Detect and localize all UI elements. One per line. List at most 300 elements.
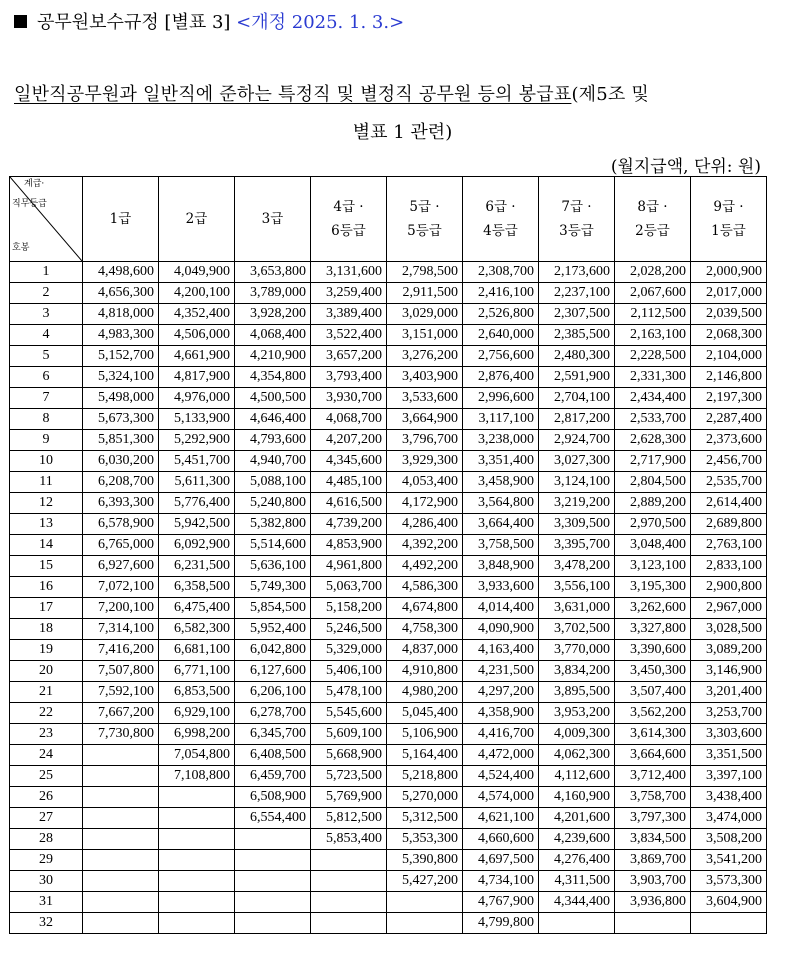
table-row (10, 472, 767, 493)
column-header (691, 177, 767, 262)
salary-cell: 2,889,200 (615, 493, 691, 514)
salary-cell: 3,834,200 (539, 661, 615, 682)
step-cell: 12 (10, 493, 83, 514)
salary-cell (83, 829, 159, 850)
salary-cell: 3,758,500 (463, 535, 539, 556)
square-bullet-icon (14, 15, 27, 28)
salary-cell: 3,770,000 (539, 640, 615, 661)
salary-cell (311, 871, 387, 892)
salary-cell: 5,246,500 (311, 619, 387, 640)
salary-cell: 3,653,800 (235, 262, 311, 283)
salary-cell: 5,673,300 (83, 409, 159, 430)
salary-cell: 4,910,800 (387, 661, 463, 682)
table-row (10, 577, 767, 598)
salary-cell: 4,661,900 (159, 346, 235, 367)
salary-cell: 4,524,400 (463, 766, 539, 787)
salary-cell: 2,526,800 (463, 304, 539, 325)
salary-cell: 4,358,900 (463, 703, 539, 724)
table-row (10, 766, 767, 787)
salary-cell: 5,723,500 (311, 766, 387, 787)
salary-cell: 2,287,400 (691, 409, 767, 430)
column-header (235, 177, 311, 262)
salary-cell: 4,231,500 (463, 661, 539, 682)
salary-cell: 5,769,900 (311, 787, 387, 808)
salary-cell: 4,354,800 (235, 367, 311, 388)
salary-cell: 2,416,100 (463, 283, 539, 304)
salary-cell: 4,574,000 (463, 787, 539, 808)
salary-cell: 4,239,600 (539, 829, 615, 850)
salary-cell: 3,238,000 (463, 430, 539, 451)
salary-cell: 2,798,500 (387, 262, 463, 283)
salary-cell: 3,478,200 (539, 556, 615, 577)
salary-cell (311, 913, 387, 934)
salary-cell: 4,793,600 (235, 430, 311, 451)
salary-cell: 4,286,400 (387, 514, 463, 535)
salary-cell (83, 808, 159, 829)
step-cell: 28 (10, 829, 83, 850)
salary-cell: 7,592,100 (83, 682, 159, 703)
table-row (10, 514, 767, 535)
salary-cell: 4,345,600 (311, 451, 387, 472)
salary-cell: 2,967,000 (691, 598, 767, 619)
salary-cell: 5,218,800 (387, 766, 463, 787)
salary-cell: 6,278,700 (235, 703, 311, 724)
salary-cell (387, 892, 463, 913)
salary-cell: 4,767,900 (463, 892, 539, 913)
salary-cell: 3,507,400 (615, 682, 691, 703)
table-row (10, 913, 767, 934)
salary-cell: 2,640,000 (463, 325, 539, 346)
salary-cell: 5,668,900 (311, 745, 387, 766)
salary-cell: 5,329,000 (311, 640, 387, 661)
step-cell: 8 (10, 409, 83, 430)
salary-cell: 3,928,200 (235, 304, 311, 325)
step-cell: 21 (10, 682, 83, 703)
salary-cell: 4,586,300 (387, 577, 463, 598)
salary-cell: 3,146,900 (691, 661, 767, 682)
salary-cell: 2,804,500 (615, 472, 691, 493)
salary-cell: 3,124,100 (539, 472, 615, 493)
salary-cell: 2,628,300 (615, 430, 691, 451)
step-cell: 26 (10, 787, 83, 808)
salary-cell: 2,017,000 (691, 283, 767, 304)
column-header-label: 1급 (109, 211, 132, 227)
salary-cell: 3,450,300 (615, 661, 691, 682)
salary-cell: 4,739,200 (311, 514, 387, 535)
salary-cell: 5,240,800 (235, 493, 311, 514)
table-row (10, 850, 767, 871)
salary-cell: 2,307,500 (539, 304, 615, 325)
salary-cell: 5,353,300 (387, 829, 463, 850)
table-row (10, 724, 767, 745)
salary-cell: 4,817,900 (159, 367, 235, 388)
salary-cell: 6,042,800 (235, 640, 311, 661)
table-row (10, 367, 767, 388)
table-row (10, 388, 767, 409)
salary-cell: 4,210,900 (235, 346, 311, 367)
salary-cell: 2,756,600 (463, 346, 539, 367)
table-row (10, 808, 767, 829)
salary-cell: 3,259,400 (311, 283, 387, 304)
salary-cell: 4,837,000 (387, 640, 463, 661)
salary-cell: 2,146,800 (691, 367, 767, 388)
salary-cell: 6,393,300 (83, 493, 159, 514)
salary-cell: 4,062,300 (539, 745, 615, 766)
salary-cell: 2,689,800 (691, 514, 767, 535)
salary-cell: 5,942,500 (159, 514, 235, 535)
salary-cell: 5,390,800 (387, 850, 463, 871)
salary-cell: 6,358,500 (159, 577, 235, 598)
salary-cell: 4,660,600 (463, 829, 539, 850)
salary-cell: 4,014,400 (463, 598, 539, 619)
salary-cell: 3,556,100 (539, 577, 615, 598)
salary-cell: 5,088,100 (235, 472, 311, 493)
salary-cell (159, 808, 235, 829)
salary-cell: 5,152,700 (83, 346, 159, 367)
salary-cell: 4,344,400 (539, 892, 615, 913)
step-cell: 2 (10, 283, 83, 304)
step-cell: 29 (10, 850, 83, 871)
step-cell: 27 (10, 808, 83, 829)
salary-cell: 5,853,400 (311, 829, 387, 850)
salary-cell: 7,416,200 (83, 640, 159, 661)
salary-cell: 6,206,100 (235, 682, 311, 703)
column-header (463, 177, 539, 262)
step-cell: 15 (10, 556, 83, 577)
salary-cell: 2,434,400 (615, 388, 691, 409)
salary-cell: 4,616,500 (311, 493, 387, 514)
column-header (159, 177, 235, 262)
salary-cell: 6,998,200 (159, 724, 235, 745)
salary-cell: 3,151,000 (387, 325, 463, 346)
title-underlined: 일반직공무원과 일반직에 준하는 특정직 및 별정직 공무원 등의 봉급표 (14, 84, 572, 105)
salary-cell: 3,438,400 (691, 787, 767, 808)
salary-cell: 4,472,000 (463, 745, 539, 766)
salary-cell: 2,970,500 (615, 514, 691, 535)
corner-header-cell (10, 177, 83, 262)
salary-cell: 2,373,600 (691, 430, 767, 451)
salary-cell: 3,201,400 (691, 682, 767, 703)
salary-cell: 5,812,500 (311, 808, 387, 829)
step-cell: 14 (10, 535, 83, 556)
table-row (10, 640, 767, 661)
salary-cell: 4,009,300 (539, 724, 615, 745)
salary-cell: 3,664,900 (387, 409, 463, 430)
salary-cell: 3,533,600 (387, 388, 463, 409)
salary-cell: 3,522,400 (311, 325, 387, 346)
salary-cell: 3,276,200 (387, 346, 463, 367)
table-row (10, 430, 767, 451)
salary-cell (159, 892, 235, 913)
salary-cell: 7,200,100 (83, 598, 159, 619)
salary-cell: 2,028,200 (615, 262, 691, 283)
salary-cell: 2,833,100 (691, 556, 767, 577)
salary-cell: 6,030,200 (83, 451, 159, 472)
salary-cell: 3,796,700 (387, 430, 463, 451)
salary-cell: 5,292,900 (159, 430, 235, 451)
salary-cell: 7,314,100 (83, 619, 159, 640)
salary-cell: 7,072,100 (83, 577, 159, 598)
salary-cell: 2,704,100 (539, 388, 615, 409)
salary-cell: 2,308,700 (463, 262, 539, 283)
salary-cell: 4,980,200 (387, 682, 463, 703)
step-cell: 23 (10, 724, 83, 745)
unit-note: (월지급액, 단위: 원) (610, 157, 761, 177)
salary-cell (235, 850, 311, 871)
column-header-label: 7급 · (561, 199, 592, 215)
salary-cell: 3,930,700 (311, 388, 387, 409)
salary-cell: 5,045,400 (387, 703, 463, 724)
salary-cell: 4,492,200 (387, 556, 463, 577)
column-header-label: 3등급 (559, 223, 594, 239)
table-row (10, 283, 767, 304)
salary-cell: 5,514,600 (235, 535, 311, 556)
salary-cell: 3,903,700 (615, 871, 691, 892)
salary-cell: 3,793,400 (311, 367, 387, 388)
salary-cell: 4,068,700 (311, 409, 387, 430)
salary-cell: 4,961,800 (311, 556, 387, 577)
salary-cell: 2,039,500 (691, 304, 767, 325)
table-row (10, 262, 767, 283)
table-row (10, 745, 767, 766)
column-header-label: 9급 · (713, 199, 744, 215)
salary-cell: 2,456,700 (691, 451, 767, 472)
table-row (10, 346, 767, 367)
step-cell: 16 (10, 577, 83, 598)
salary-cell: 3,309,500 (539, 514, 615, 535)
salary-cell: 6,929,100 (159, 703, 235, 724)
salary-cell: 7,108,800 (159, 766, 235, 787)
salary-cell: 2,717,900 (615, 451, 691, 472)
salary-cell (83, 850, 159, 871)
salary-cell: 3,564,800 (463, 493, 539, 514)
table-row (10, 892, 767, 913)
salary-cell: 4,352,400 (159, 304, 235, 325)
salary-cell: 7,507,800 (83, 661, 159, 682)
salary-cell: 4,674,800 (387, 598, 463, 619)
table-row (10, 871, 767, 892)
salary-cell: 3,895,500 (539, 682, 615, 703)
salary-cell: 3,834,500 (615, 829, 691, 850)
salary-cell: 6,459,700 (235, 766, 311, 787)
salary-cell: 5,451,700 (159, 451, 235, 472)
salary-cell: 6,508,900 (235, 787, 311, 808)
salary-cell: 3,131,600 (311, 262, 387, 283)
salary-cell: 2,614,400 (691, 493, 767, 514)
salary-cell: 2,237,100 (539, 283, 615, 304)
table-row (10, 661, 767, 682)
salary-cell: 3,117,100 (463, 409, 539, 430)
salary-cell: 2,924,700 (539, 430, 615, 451)
salary-cell: 3,712,400 (615, 766, 691, 787)
column-header (539, 177, 615, 262)
table-row (10, 451, 767, 472)
salary-cell: 2,591,900 (539, 367, 615, 388)
column-header-label: 1등급 (711, 223, 746, 239)
salary-cell: 4,853,900 (311, 535, 387, 556)
salary-cell: 3,029,000 (387, 304, 463, 325)
step-cell: 10 (10, 451, 83, 472)
table-body (10, 262, 767, 934)
salary-cell (691, 913, 767, 934)
salary-cell: 3,936,800 (615, 892, 691, 913)
salary-cell: 4,940,700 (235, 451, 311, 472)
salary-cell: 6,578,900 (83, 514, 159, 535)
salary-cell: 3,027,300 (539, 451, 615, 472)
corner-step-label: 호봉 (12, 243, 30, 253)
salary-cell: 5,270,000 (387, 787, 463, 808)
table-row (10, 619, 767, 640)
table-header-row (10, 177, 767, 262)
column-header-label: 2급 (185, 211, 208, 227)
salary-cell: 5,063,700 (311, 577, 387, 598)
salary-cell: 3,758,700 (615, 787, 691, 808)
salary-cell: 3,797,300 (615, 808, 691, 829)
step-cell: 22 (10, 703, 83, 724)
salary-cell: 3,702,500 (539, 619, 615, 640)
salary-cell: 4,621,100 (463, 808, 539, 829)
salary-cell: 6,127,600 (235, 661, 311, 682)
salary-cell: 3,351,500 (691, 745, 767, 766)
salary-cell (159, 829, 235, 850)
step-cell: 6 (10, 367, 83, 388)
salary-cell: 3,929,300 (387, 451, 463, 472)
salary-cell: 6,771,100 (159, 661, 235, 682)
salary-cell: 3,562,200 (615, 703, 691, 724)
table-row (10, 493, 767, 514)
salary-cell: 5,545,600 (311, 703, 387, 724)
regulation-label: 공무원보수규정 [별표 3] (37, 12, 231, 33)
salary-cell: 3,458,900 (463, 472, 539, 493)
salary-cell: 2,763,100 (691, 535, 767, 556)
salary-cell: 4,068,400 (235, 325, 311, 346)
column-header-label: 5등급 (407, 223, 442, 239)
step-cell: 5 (10, 346, 83, 367)
salary-cell: 3,303,600 (691, 724, 767, 745)
salary-cell: 5,851,300 (83, 430, 159, 451)
table-title-line2: 별표 1 관련) (352, 122, 453, 143)
salary-cell: 5,406,100 (311, 661, 387, 682)
step-cell: 1 (10, 262, 83, 283)
salary-cell: 3,395,700 (539, 535, 615, 556)
salary-cell (235, 829, 311, 850)
salary-cell: 6,554,400 (235, 808, 311, 829)
document-header (14, 8, 404, 34)
salary-cell: 2,000,900 (691, 262, 767, 283)
salary-cell: 3,573,300 (691, 871, 767, 892)
table-row (10, 325, 767, 346)
step-cell: 11 (10, 472, 83, 493)
salary-cell: 2,104,000 (691, 346, 767, 367)
step-cell: 18 (10, 619, 83, 640)
salary-cell: 4,276,400 (539, 850, 615, 871)
salary-cell: 5,478,100 (311, 682, 387, 703)
column-header-label: 6등급 (331, 223, 366, 239)
salary-cell: 6,582,300 (159, 619, 235, 640)
salary-cell (83, 913, 159, 934)
table-row (10, 556, 767, 577)
amendment-date: <개정 2025. 1. 3.> (236, 12, 405, 33)
salary-cell: 2,996,600 (463, 388, 539, 409)
salary-cell (311, 892, 387, 913)
salary-cell (235, 892, 311, 913)
salary-cell: 4,311,500 (539, 871, 615, 892)
salary-cell: 4,201,600 (539, 808, 615, 829)
step-cell: 9 (10, 430, 83, 451)
salary-cell: 2,385,500 (539, 325, 615, 346)
column-header-label: 5급 · (409, 199, 440, 215)
salary-cell: 2,067,600 (615, 283, 691, 304)
salary-cell: 7,667,200 (83, 703, 159, 724)
salary-cell: 2,068,300 (691, 325, 767, 346)
salary-cell: 3,195,300 (615, 577, 691, 598)
salary-table (9, 176, 767, 934)
salary-cell (83, 871, 159, 892)
step-cell: 20 (10, 661, 83, 682)
salary-cell: 2,535,700 (691, 472, 767, 493)
salary-cell (159, 850, 235, 871)
table-row (10, 535, 767, 556)
salary-cell: 3,474,000 (691, 808, 767, 829)
salary-cell: 2,173,600 (539, 262, 615, 283)
salary-cell: 6,231,500 (159, 556, 235, 577)
salary-cell: 4,983,300 (83, 325, 159, 346)
title-rest: (제5조 및 (571, 84, 649, 105)
salary-cell: 2,817,200 (539, 409, 615, 430)
salary-cell: 6,681,100 (159, 640, 235, 661)
salary-cell: 5,749,300 (235, 577, 311, 598)
salary-cell: 6,475,400 (159, 598, 235, 619)
salary-cell: 5,106,900 (387, 724, 463, 745)
salary-cell: 2,163,100 (615, 325, 691, 346)
salary-cell: 4,172,900 (387, 493, 463, 514)
salary-cell: 5,854,500 (235, 598, 311, 619)
salary-cell: 4,049,900 (159, 262, 235, 283)
column-header (387, 177, 463, 262)
salary-cell: 5,164,400 (387, 745, 463, 766)
salary-cell: 5,636,100 (235, 556, 311, 577)
salary-cell: 5,611,300 (159, 472, 235, 493)
step-cell: 24 (10, 745, 83, 766)
salary-cell: 4,976,000 (159, 388, 235, 409)
salary-cell: 4,207,200 (311, 430, 387, 451)
salary-cell (311, 850, 387, 871)
table-row (10, 304, 767, 325)
salary-cell (235, 871, 311, 892)
salary-cell: 4,506,000 (159, 325, 235, 346)
salary-cell: 3,403,900 (387, 367, 463, 388)
salary-cell (83, 787, 159, 808)
step-cell: 17 (10, 598, 83, 619)
step-cell: 25 (10, 766, 83, 787)
column-header-label: 8급 · (637, 199, 668, 215)
salary-cell: 4,160,900 (539, 787, 615, 808)
salary-cell: 3,789,000 (235, 283, 311, 304)
salary-cell: 7,730,800 (83, 724, 159, 745)
column-header-label: 3급 (261, 211, 284, 227)
salary-cell: 3,262,600 (615, 598, 691, 619)
table-row (10, 829, 767, 850)
salary-cell: 4,500,500 (235, 388, 311, 409)
salary-cell: 7,054,800 (159, 745, 235, 766)
salary-cell: 4,734,100 (463, 871, 539, 892)
column-header (311, 177, 387, 262)
salary-cell: 3,614,300 (615, 724, 691, 745)
column-header (615, 177, 691, 262)
column-header-label: 6급 · (485, 199, 516, 215)
salary-cell: 3,389,400 (311, 304, 387, 325)
salary-cell (83, 892, 159, 913)
